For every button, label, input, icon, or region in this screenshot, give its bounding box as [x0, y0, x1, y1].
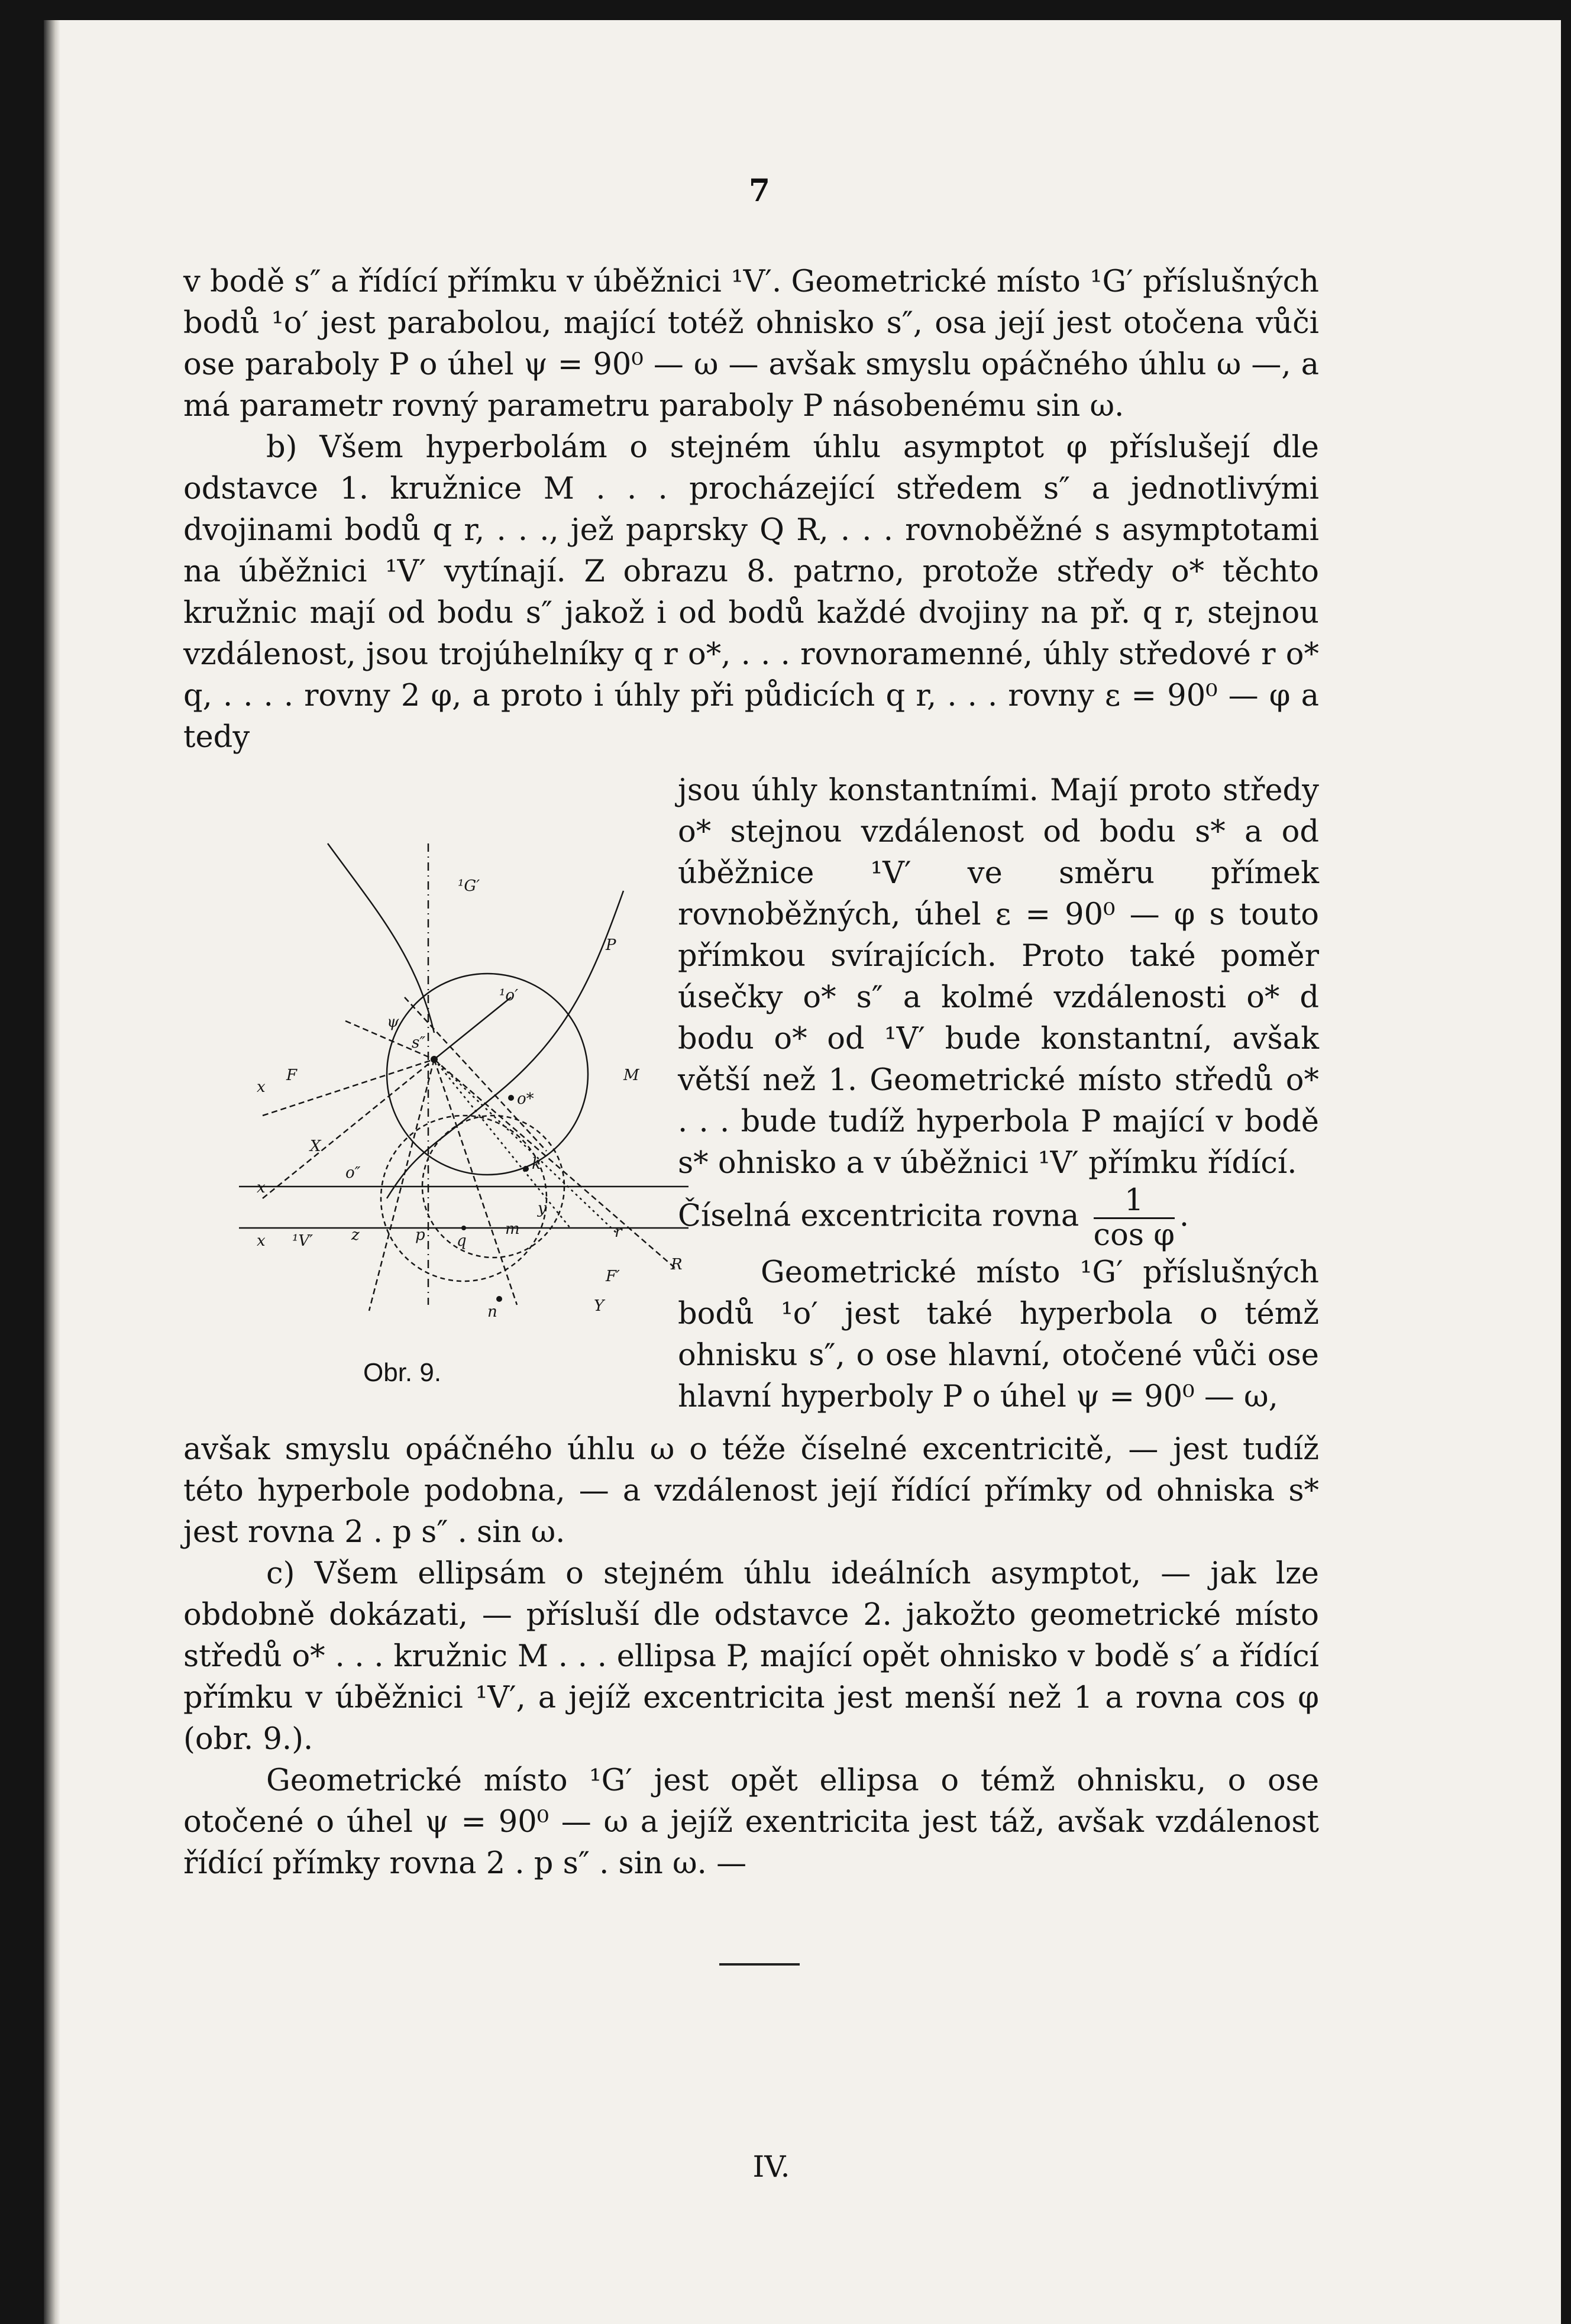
circle-M [387, 974, 588, 1175]
label-ostar: o* [517, 1090, 534, 1108]
label-p: p [415, 1226, 425, 1244]
paragraph-c-rest: avšak smyslu opáčného úhlu ω o téže číselné excentricitě, — jest tudíž této hyperbole podobna, — a vzdálenost její řídící přímky od ohniska s* jest rovna 2 . p s″ . sin ω. [183, 1432, 1319, 1550]
binding-shadow [44, 20, 60, 2324]
label-r: r [615, 1223, 622, 1241]
diag-line-4 [434, 1059, 517, 1305]
diag-line-1 [405, 997, 547, 1151]
label-k: k [532, 1155, 541, 1173]
label-y: y [538, 1200, 547, 1217]
geometry-figure [239, 820, 700, 1340]
point-q [461, 1226, 466, 1230]
fraction-denominator: cos φ [1093, 1218, 1175, 1253]
label-x2: x [257, 1179, 266, 1197]
paragraph-a: v bodě s″ a řídící přímku v úběžnici ¹V′. Geometrické místo ¹G′ příslušných bodů ¹o′ jest parabolou, mající totéž ohnisko s″, osa její jest otočena vůči ose paraboly P o úhel ψ = 90⁰ — ω — avšak smyslu opáčného úhlu ω —, a má parametr rovný parametru paraboly P násobenému sin ω. [183, 264, 1319, 424]
paragraph-e: Geometrické místo ¹G′ jest opět ellipsa o témž ohnisku, o ose otočené o úhel ψ = 90⁰ — ω a jejíž exentricita jest táž, avšak vzdálenost řídící přímky rovna 2 . p s″ . sin ω. — [183, 1763, 1319, 1881]
page-number: 7 [748, 173, 771, 209]
signature-mark: IV. [752, 2150, 790, 2184]
label-o2: o″ [345, 1164, 361, 1182]
bottom-text-block [183, 1429, 1319, 1885]
diag-line-7 [434, 997, 511, 1059]
label-q: q [457, 1232, 467, 1250]
label-o1: ¹o′ [499, 987, 518, 1004]
circle-dashed [381, 1116, 547, 1281]
label-F: F [286, 1066, 298, 1084]
paragraph-d: c) Všem ellipsám o stejném úhlu ideálních asymptot, — jak lze obdobně dokázati, — přísluší dle odstavce 2. jakožto geometrické místo středů o* . . . kružnic M . . . ellipsa P, mající opět ohnisko v bodě s′ a řídící přímku v úběžnici ¹V′, a jejíž excentricita jest menší než 1 a rovna cos φ (obr. 9.). [183, 1556, 1319, 1757]
excentricity-fraction [1094, 1184, 1175, 1252]
fraction-numerator: 1 [1094, 1184, 1175, 1219]
point-k [523, 1166, 529, 1172]
diag-line-5 [369, 1059, 434, 1311]
label-G: ¹G′ [458, 877, 480, 895]
label-X: X [310, 1137, 321, 1155]
label-R: R [671, 1256, 683, 1273]
label-F2: F′ [606, 1268, 620, 1285]
point-n [496, 1296, 502, 1302]
label-n: n [487, 1303, 497, 1321]
fraction-suffix: . [1179, 1198, 1189, 1234]
book-page [44, 20, 1561, 2324]
label-P: P [606, 936, 616, 954]
label-psi: ψ [387, 1013, 399, 1031]
label-M: M [623, 1066, 639, 1084]
label-x1: x [257, 1078, 266, 1096]
figure-caption: Obr. 9. [363, 1358, 442, 1387]
label-V: ¹V′ [292, 1232, 313, 1250]
excentricity-label: Číselná excentricita rovna [678, 1198, 1079, 1234]
top-text-block [183, 261, 1319, 758]
label-m: m [505, 1220, 520, 1238]
excentricity-line [678, 1184, 1319, 1252]
point-ostar [508, 1095, 514, 1101]
side-text-block [678, 770, 1319, 1418]
curve-G [328, 843, 434, 1033]
paragraph-c-side: Geometrické místo ¹G′ příslušných bodů ¹o′ jest také hyperbola o témž ohnisku s″, o ose hlavní, otočené vůči ose hlavní hyperboly P o úhel ψ = 90⁰ — ω, [678, 1255, 1319, 1414]
section-rule [719, 1963, 800, 1966]
paragraph-b-side: jsou úhly konstantními. Mají proto středy o* stejnou vzdálenost od bodu s* a od úběžnice ¹V′ ve směru přímek rovnoběžných, úhel ε = 90⁰ — φ s touto přímkou svírajících. Proto také poměr úsečky o* s″ a kolmé vzdálenosti o* d bodu o* od ¹V′ bude konstantní, avšak větší než 1. Geometrické místo středů o* . . . bude tudíž hyperbola P mající v bodě s* ohnisko a v úběžnici ¹V′ přímku řídící. [678, 773, 1319, 1181]
label-x3: x [257, 1232, 266, 1250]
label-s: s″ [412, 1034, 426, 1052]
point-s [431, 1056, 438, 1063]
diag-line-8 [434, 1059, 618, 1234]
label-Y: Y [594, 1297, 605, 1315]
label-z: z [351, 1226, 360, 1244]
paragraph-b: b) Všem hyperbolám o stejném úhlu asymptot φ příslušejí dle odstavce 1. kružnice M . . . procházející středem s″ a jednotlivými dvojinami bodů q r, . . ., jež paprsky Q R, . . . rovnoběžné s asymptotami na úběžnici ¹V′ vytínají. Z obrazu 8. patrno, protože středy o* těchto kružnic mají od bodu s″ jakož i od bodů každé dvojiny na př. q r, stejnou vzdálenost, jsou trojúhelníky q r o*, . . . rovnoramenné, úhly středové r o* q, . . . . rovny 2 φ, a proto i úhly při půdicích q r, . . . rovny ε = 90⁰ — φ a tedy [183, 430, 1319, 755]
diag-line-6 [434, 1059, 677, 1269]
